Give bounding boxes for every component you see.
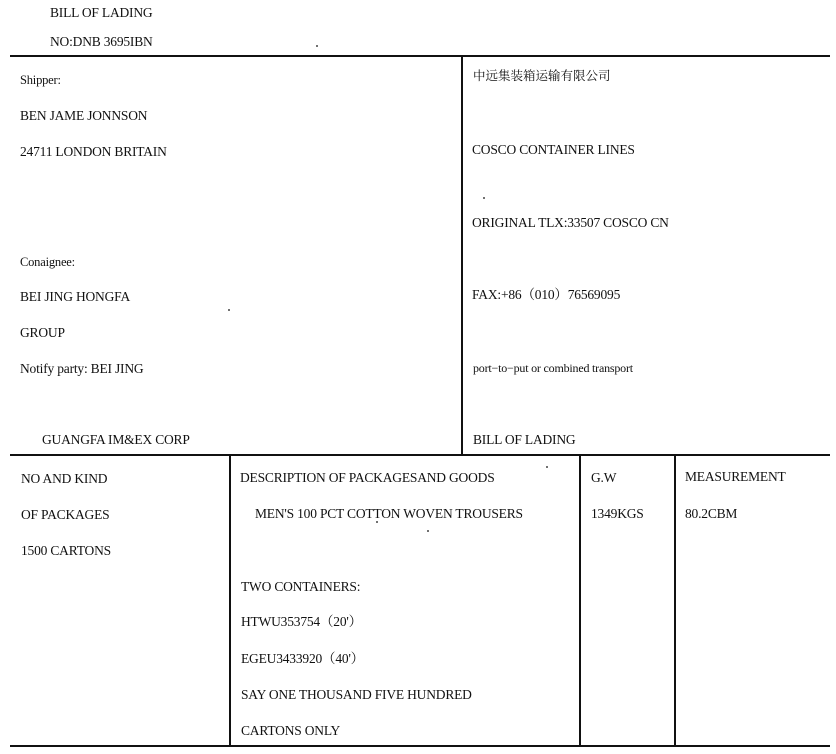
table-bottom-rule [10,745,830,747]
shipper-address: 24711 LONDON BRITAIN [20,144,167,159]
scan-speck [483,197,485,199]
table-col-divider-3 [674,454,676,746]
scan-speck [546,466,548,468]
containers-label: TWO CONTAINERS: [241,579,361,594]
scan-speck [376,521,378,523]
description-header: DESCRIPTION OF PACKAGESAND GOODS [240,470,495,485]
scan-speck [316,45,318,47]
amount-in-words-line-2: CARTONS ONLY [241,723,341,738]
scan-speck [228,309,230,311]
document-number: NO:DNB 3695IBN [50,34,153,49]
container-1: HTWU353754（20'） [241,614,362,629]
shipper-label: Shipper: [20,73,61,87]
table-col-divider-2 [579,454,581,746]
gross-weight-header: G.W [591,470,617,485]
notify-party: Notify party: BEI JING [20,361,144,376]
carrier-fax: FAX:+86（010）76569095 [472,287,621,302]
container-2: EGEU3433920（40'） [241,651,364,666]
packages-header-line-1: NO AND KIND [21,471,108,486]
scan-speck [427,530,429,532]
packages-header-line-2: OF PACKAGES [21,507,110,522]
consignee-line-1: BEI JING HONGFA [20,289,130,304]
table-col-divider-1 [229,454,231,746]
carrier-telex: ORIGINAL TLX:33507 COSCO CN [472,215,669,230]
transport-type: port−to−put or combined transport [473,361,633,375]
consignee-line-2: GROUP [20,325,65,340]
top-rule [10,55,830,57]
header-divider [461,55,463,455]
measurement-header: MEASUREMENT [685,469,786,484]
goods-description: MEN'S 100 PCT COTTON WOVEN TROUSERS [255,506,523,521]
document-title: BILL OF LADING [50,5,153,20]
gross-weight-value: 1349KGS [591,506,644,521]
notify-company: GUANGFA IM&EX CORP [42,432,190,447]
document-type-label: BILL OF LADING [473,432,576,447]
shipper-name: BEN JAME JONNSON [20,108,148,123]
consignee-label: Conaignee: [20,255,75,269]
measurement-value: 80.2CBM [685,506,738,521]
carrier-name: COSCO CONTAINER LINES [472,142,635,157]
packages-value: 1500 CARTONS [21,543,111,558]
carrier-name-chinese: 中远集装箱运输有限公司 [473,68,611,83]
table-top-rule [10,454,830,456]
amount-in-words-line-1: SAY ONE THOUSAND FIVE HUNDRED [241,687,472,702]
